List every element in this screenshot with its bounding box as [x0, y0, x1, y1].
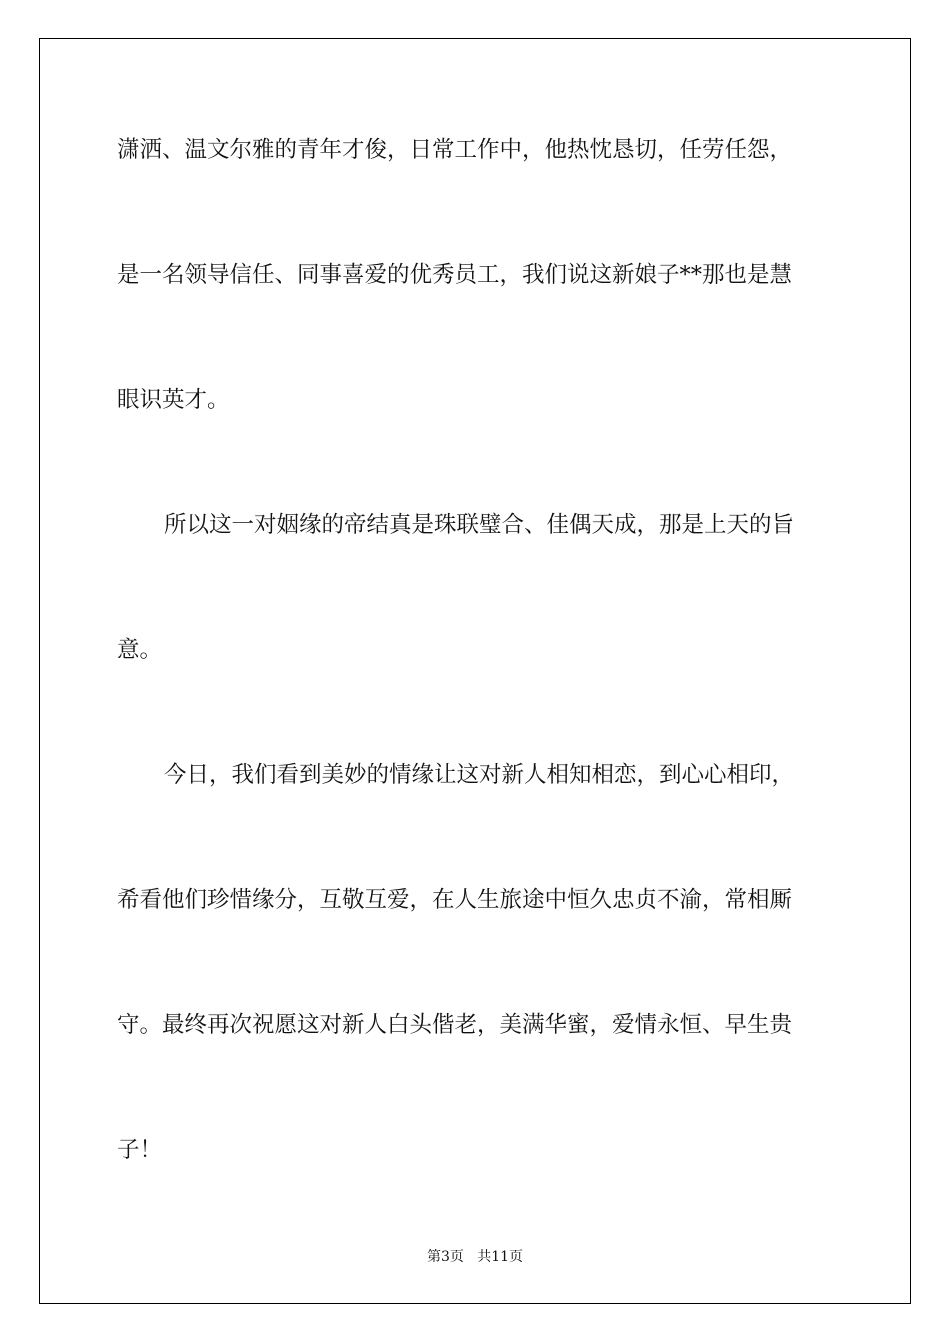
paragraph-start-line: 所以这一对姻缘的帝结真是珠联璧合、佳偶天成，那是上天的旨	[164, 512, 795, 538]
body-text-line: 希看他们珍惜缘分，互敬互爱，在人生旅途中恒久忠贞不渝，常相厮	[117, 887, 793, 913]
body-text-line: 子！	[117, 1137, 163, 1163]
body-text-line: 眼识英才。	[117, 387, 230, 413]
body-text-line: 是一名领导信任、同事喜爱的优秀员工，我们说这新娘子**那也是慧	[117, 262, 793, 288]
body-text-line: 守。最终再次祝愿这对新人白头偕老，美满华蜜，爱情永恒、早生贵	[117, 1012, 793, 1038]
page-number-footer: 第3页 共11页	[426, 1249, 524, 1265]
body-text-line: 潇洒、温文尔雅的青年才俊，日常工作中，他热忱恳切，任劳任怨，	[117, 137, 793, 163]
page-border	[39, 38, 911, 1304]
body-text-line: 意。	[117, 637, 163, 663]
paragraph-start-line: 今日，我们看到美妙的情缘让这对新人相知相恋，到心心相印，	[164, 762, 795, 788]
